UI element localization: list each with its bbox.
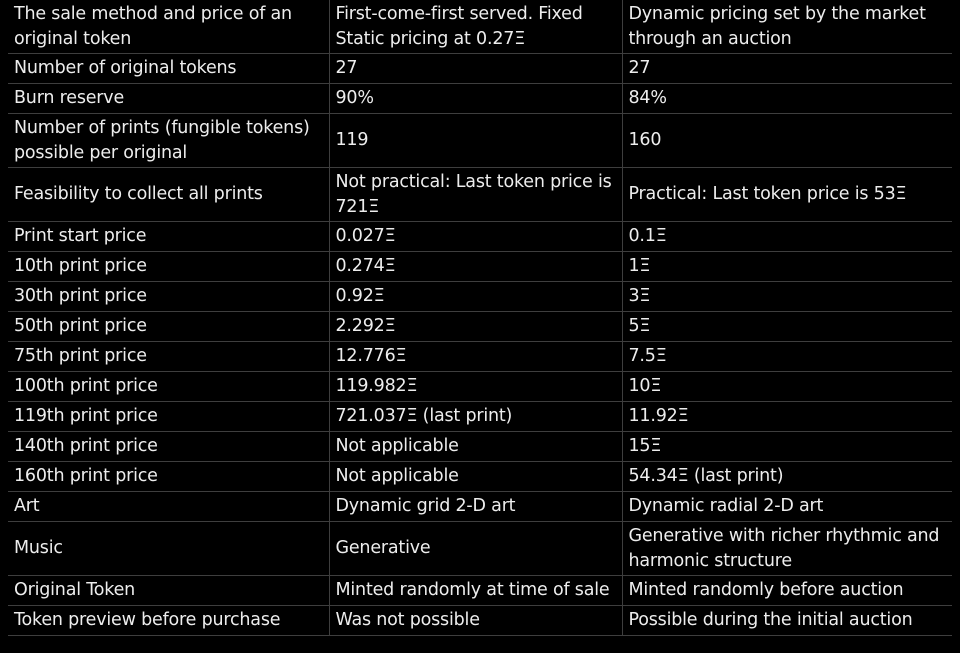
row-value-first: 0.92Ξ — [329, 282, 622, 312]
row-value-second: 7.5Ξ — [622, 342, 952, 372]
row-value-first: 119.982Ξ — [329, 372, 622, 402]
row-label: Music — [8, 522, 329, 576]
table-row-50th-print — [8, 312, 952, 342]
row-value-first: 119 — [329, 114, 622, 168]
row-value-first: Not practical: Last token price is 721Ξ — [329, 168, 622, 222]
table-row-token-preview — [8, 606, 952, 636]
row-value-second: Minted randomly before auction — [622, 576, 952, 606]
table-row-original-tokens — [8, 54, 952, 84]
row-value-first: Generative — [329, 522, 622, 576]
table-row-30th-print — [8, 282, 952, 312]
table-row-75th-print — [8, 342, 952, 372]
row-value-second: 5Ξ — [622, 312, 952, 342]
row-value-first: Dynamic grid 2-D art — [329, 492, 622, 522]
row-label: Print start price — [8, 222, 329, 252]
row-value-second: 0.1Ξ — [622, 222, 952, 252]
row-value-first: Was not possible — [329, 606, 622, 636]
row-value-first: 90% — [329, 84, 622, 114]
table-row-music — [8, 522, 952, 576]
table-row-print-start-price — [8, 222, 952, 252]
row-label: The sale method and price of an original token — [8, 0, 329, 54]
row-value-first: First-come-first served. Fixed Static pricing at 0.27Ξ — [329, 0, 622, 54]
row-label: 30th print price — [8, 282, 329, 312]
row-label: 75th print price — [8, 342, 329, 372]
row-value-first: 27 — [329, 54, 622, 84]
comparison-table-grid — [8, 0, 952, 636]
row-label: Token preview before purchase — [8, 606, 329, 636]
row-value-first: Not applicable — [329, 462, 622, 492]
row-value-second: 1Ξ — [622, 252, 952, 282]
row-value-second: 54.34Ξ (last print) — [622, 462, 952, 492]
row-value-second: Possible during the initial auction — [622, 606, 952, 636]
table-row-10th-print — [8, 252, 952, 282]
row-value-second: 27 — [622, 54, 952, 84]
row-label: 119th print price — [8, 402, 329, 432]
row-value-first: 0.027Ξ — [329, 222, 622, 252]
row-label: 100th print price — [8, 372, 329, 402]
table-row-140th-print — [8, 432, 952, 462]
row-value-first: Not applicable — [329, 432, 622, 462]
row-value-first: 12.776Ξ — [329, 342, 622, 372]
row-label: 160th print price — [8, 462, 329, 492]
row-value-second: 10Ξ — [622, 372, 952, 402]
row-label: Number of prints (fungible tokens) possible per original — [8, 114, 329, 168]
table-row-100th-print — [8, 372, 952, 402]
table-row-original-token — [8, 576, 952, 606]
row-value-first: 0.274Ξ — [329, 252, 622, 282]
row-value-second: 160 — [622, 114, 952, 168]
row-value-second: Dynamic radial 2-D art — [622, 492, 952, 522]
table-row-prints-possible — [8, 114, 952, 168]
row-value-first: Minted randomly at time of sale — [329, 576, 622, 606]
table-row-sale-method — [8, 0, 952, 54]
row-label: Art — [8, 492, 329, 522]
row-label: Original Token — [8, 576, 329, 606]
row-value-second: 11.92Ξ — [622, 402, 952, 432]
row-value-second: Practical: Last token price is 53Ξ — [622, 168, 952, 222]
comparison-table — [8, 0, 952, 636]
table-row-art — [8, 492, 952, 522]
row-value-first: 721.037Ξ (last print) — [329, 402, 622, 432]
table-row-burn-reserve — [8, 84, 952, 114]
row-label: Burn reserve — [8, 84, 329, 114]
table-row-160th-print — [8, 462, 952, 492]
row-value-second: 84% — [622, 84, 952, 114]
table-row-119th-print — [8, 402, 952, 432]
table-row-feasibility — [8, 168, 952, 222]
row-label: Feasibility to collect all prints — [8, 168, 329, 222]
row-label: Number of original tokens — [8, 54, 329, 84]
row-value-second: 3Ξ — [622, 282, 952, 312]
row-label: 140th print price — [8, 432, 329, 462]
row-value-second: Dynamic pricing set by the market through an auction — [622, 0, 952, 54]
row-label: 50th print price — [8, 312, 329, 342]
row-label: 10th print price — [8, 252, 329, 282]
row-value-second: Generative with richer rhythmic and harmonic structure — [622, 522, 952, 576]
row-value-second: 15Ξ — [622, 432, 952, 462]
row-value-first: 2.292Ξ — [329, 312, 622, 342]
